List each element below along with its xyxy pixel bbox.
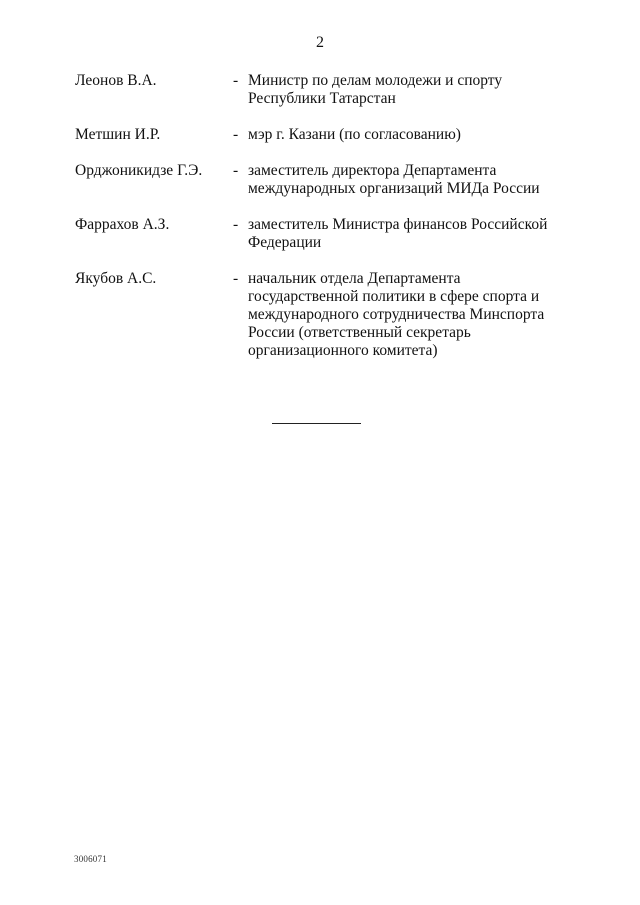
- member-name: Якубов А.С.: [75, 270, 157, 287]
- member-row: [0, 216, 640, 252]
- position-line: международных организаций МИДа России: [248, 180, 540, 197]
- position-line: государственной политики в сфере спорта и: [248, 288, 540, 305]
- end-of-list-rule: [272, 423, 361, 424]
- position-line: мэр г. Казани (по согласованию): [248, 126, 461, 143]
- member-dash: -: [233, 270, 239, 287]
- member-position: [248, 72, 548, 108]
- position-line: России (ответственный секретарь: [248, 324, 471, 341]
- member-row: [0, 162, 640, 198]
- member-dash: -: [233, 126, 239, 143]
- member-dash: -: [233, 72, 239, 89]
- position-line: Федерации: [248, 234, 322, 251]
- member-dash: -: [233, 162, 239, 179]
- page-number: 2: [316, 34, 324, 51]
- position-line: Республики Татарстан: [248, 90, 396, 107]
- member-row: [0, 72, 640, 108]
- member-row: [0, 126, 640, 144]
- position-line: международного сотрудничества Минспорта: [248, 306, 545, 323]
- member-position: [248, 126, 548, 144]
- member-name: Фаррахов А.З.: [75, 216, 170, 233]
- position-line: заместитель директора Департамента: [248, 162, 497, 179]
- member-row: [0, 270, 640, 360]
- member-list: [0, 72, 640, 360]
- member-position: [248, 270, 548, 360]
- member-name: Метшин И.Р.: [75, 126, 161, 143]
- member-position: [248, 216, 548, 252]
- position-line: заместитель Министра финансов Российской: [248, 216, 548, 233]
- position-line: Министр по делам молодежи и спорту: [248, 72, 503, 89]
- member-name: Леонов В.А.: [75, 72, 157, 89]
- member-dash: -: [233, 216, 239, 233]
- member-name: Орджоникидзе Г.Э.: [75, 162, 203, 179]
- position-line: начальник отдела Департамента: [248, 270, 461, 287]
- position-line: организационного комитета): [248, 342, 438, 359]
- document-code: 3006071: [74, 854, 107, 864]
- member-position: [248, 162, 548, 198]
